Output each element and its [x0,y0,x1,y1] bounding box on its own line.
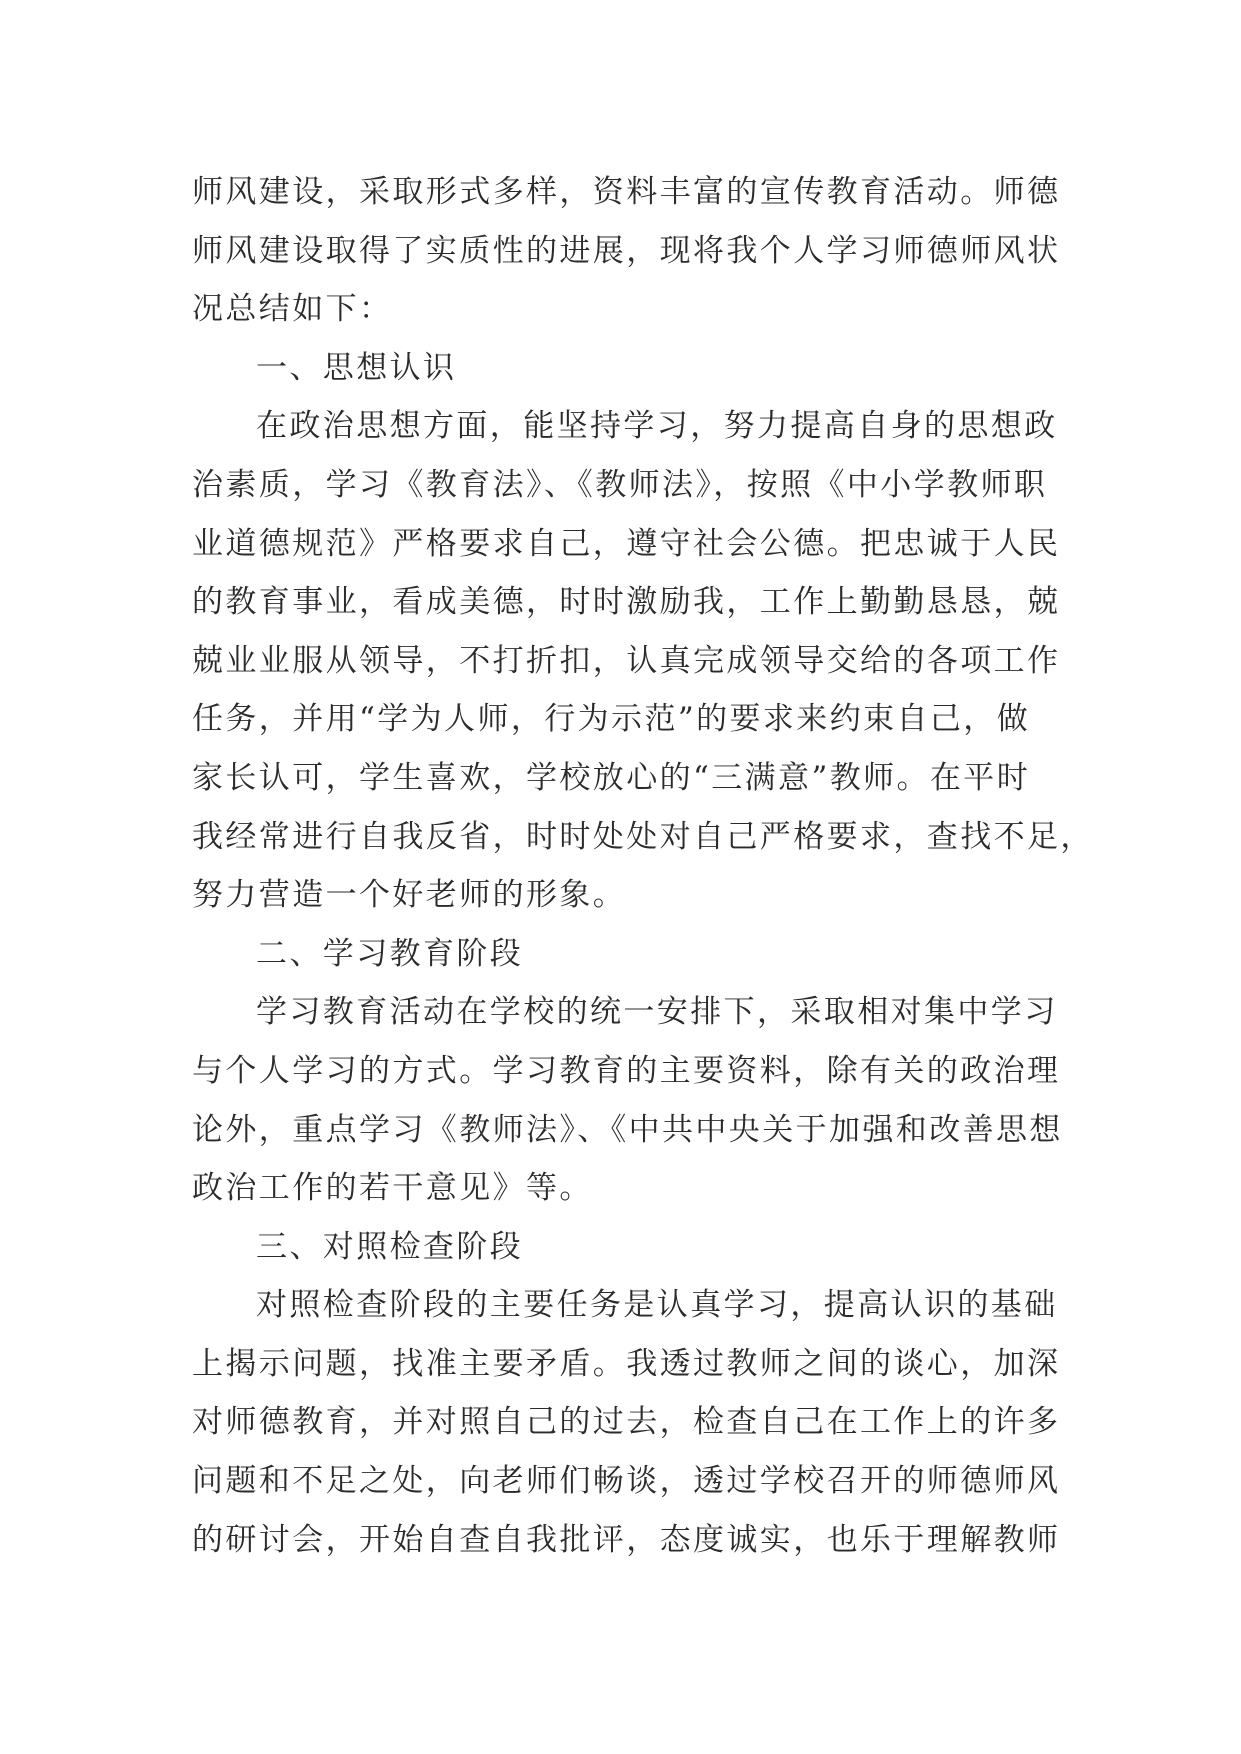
document-body [192,163,1094,1569]
text-line: 努力营造一个好老师的形象。 [192,877,627,914]
section-heading: 二、学习教育阶段 [256,935,524,972]
text-line: 论外，重点学习《教师法》、《中共中央关于加强和改善思想 [192,1111,1063,1148]
paragraph-start-line: 在政治思想方面，能坚持学习，努力提高自身的思想政 [256,408,1058,445]
paragraph-start-line: 对照检查阶段的主要任务是认真学习，提高认识的基础 [256,1287,1058,1324]
section-heading: 一、思想认识 [256,349,457,386]
text-line: 治素质，学习《教育法》、《教师法》，按照《中小学教师职 [192,466,1048,503]
text-line: 业道德规范》严格要求自己，遵守社会公德。把忠诚于人民 [192,525,1061,562]
text-line: 师风建设，采取形式多样，资料丰富的宣传教育活动。师德 [192,174,1061,210]
text-line: 政治工作的若干意见》等。 [192,1170,593,1207]
text-line: 我经常进行自我反省，时时处处对自己严格要求，查找不足， [192,818,1094,855]
text-line: 与个人学习的方式。学习教育的主要资料，除有关的政治理 [192,1052,1061,1089]
text-line: 师风建设取得了实质性的进展，现将我个人学习师德师风状 [192,232,1061,269]
text-line: 问题和不足之处，向老师们畅谈，透过学校召开的师德师风 [192,1463,1061,1500]
text-line: 的研讨会，开始自查自我批评，态度诚实，也乐于理解教师 [192,1521,1061,1558]
text-line: 兢业业服从领导，不打折扣，认真完成领导交给的各项工作 [192,642,1061,679]
text-line: 的教育事业，看成美德，时时激励我，工作上勤勤恳恳，兢 [192,584,1061,621]
text-line: 任务，并用“学为人师，行为示范”的要求来约束自己，做 [192,701,1031,738]
paragraph-start-line: 学习教育活动在学校的统一安排下，采取相对集中学习 [256,994,1058,1031]
section-heading: 三、对照检查阶段 [256,1228,524,1265]
text-line: 对师德教育，并对照自己的过去，检查自己在工作上的许多 [192,1404,1061,1441]
text-line: 家长认可，学生喜欢，学校放心的“三满意”教师。在平时 [192,759,1031,796]
text-line: 况总结如下： [192,291,393,328]
text-line: 上揭示问题，找准主要矛盾。我透过教师之间的谈心，加深 [192,1345,1061,1382]
